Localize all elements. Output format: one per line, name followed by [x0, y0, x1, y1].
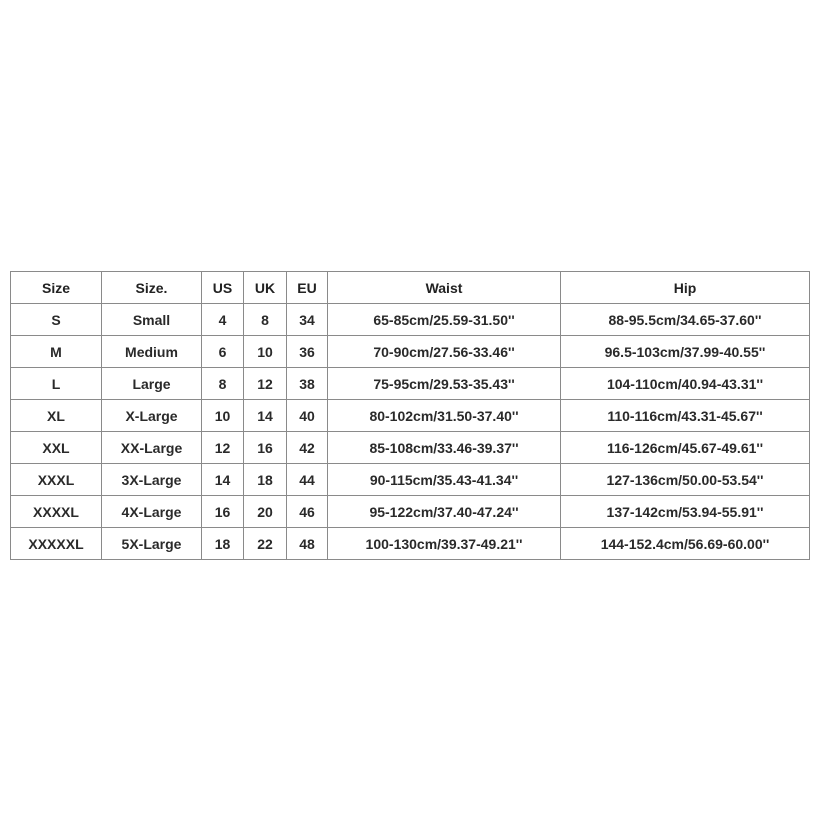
cell-us: 12 [202, 432, 244, 464]
cell-size-name: 5X-Large [102, 528, 202, 560]
cell-us: 6 [202, 336, 244, 368]
header-waist: Waist [328, 272, 561, 304]
cell-uk: 10 [244, 336, 287, 368]
header-hip: Hip [561, 272, 810, 304]
cell-hip: 96.5-103cm/37.99-40.55'' [561, 336, 810, 368]
cell-size-name: XX-Large [102, 432, 202, 464]
header-size: Size [11, 272, 102, 304]
cell-waist: 90-115cm/35.43-41.34'' [328, 464, 561, 496]
cell-size-name: Small [102, 304, 202, 336]
cell-size-name: Medium [102, 336, 202, 368]
cell-hip: 88-95.5cm/34.65-37.60'' [561, 304, 810, 336]
cell-hip: 110-116cm/43.31-45.67'' [561, 400, 810, 432]
table-row [11, 464, 810, 496]
header-size-name: Size. [102, 272, 202, 304]
cell-waist: 75-95cm/29.53-35.43'' [328, 368, 561, 400]
header-uk: UK [244, 272, 287, 304]
cell-size-code: XXXXL [11, 496, 102, 528]
cell-waist: 100-130cm/39.37-49.21'' [328, 528, 561, 560]
cell-size-code: XL [11, 400, 102, 432]
header-us: US [202, 272, 244, 304]
cell-hip: 116-126cm/45.67-49.61'' [561, 432, 810, 464]
cell-size-name: 3X-Large [102, 464, 202, 496]
header-row [11, 272, 810, 304]
size-chart-table [10, 271, 810, 560]
cell-uk: 22 [244, 528, 287, 560]
cell-uk: 20 [244, 496, 287, 528]
cell-eu: 36 [287, 336, 328, 368]
table-row [11, 336, 810, 368]
cell-size-code: S [11, 304, 102, 336]
cell-eu: 40 [287, 400, 328, 432]
cell-hip: 127-136cm/50.00-53.54'' [561, 464, 810, 496]
cell-eu: 48 [287, 528, 328, 560]
cell-waist: 70-90cm/27.56-33.46'' [328, 336, 561, 368]
cell-us: 4 [202, 304, 244, 336]
cell-uk: 16 [244, 432, 287, 464]
cell-uk: 8 [244, 304, 287, 336]
cell-hip: 137-142cm/53.94-55.91'' [561, 496, 810, 528]
cell-uk: 18 [244, 464, 287, 496]
cell-size-code: XXL [11, 432, 102, 464]
table-row [11, 304, 810, 336]
table-row [11, 400, 810, 432]
cell-eu: 38 [287, 368, 328, 400]
cell-eu: 44 [287, 464, 328, 496]
cell-uk: 14 [244, 400, 287, 432]
cell-us: 8 [202, 368, 244, 400]
cell-eu: 46 [287, 496, 328, 528]
table-row [11, 496, 810, 528]
cell-us: 18 [202, 528, 244, 560]
cell-size-name: Large [102, 368, 202, 400]
cell-waist: 80-102cm/31.50-37.40'' [328, 400, 561, 432]
cell-waist: 85-108cm/33.46-39.37'' [328, 432, 561, 464]
cell-eu: 42 [287, 432, 328, 464]
cell-size-name: 4X-Large [102, 496, 202, 528]
cell-size-name: X-Large [102, 400, 202, 432]
cell-size-code: XXXL [11, 464, 102, 496]
cell-hip: 144-152.4cm/56.69-60.00'' [561, 528, 810, 560]
cell-waist: 65-85cm/25.59-31.50'' [328, 304, 561, 336]
table-row [11, 368, 810, 400]
cell-waist: 95-122cm/37.40-47.24'' [328, 496, 561, 528]
cell-size-code: M [11, 336, 102, 368]
cell-us: 16 [202, 496, 244, 528]
cell-size-code: XXXXXL [11, 528, 102, 560]
cell-hip: 104-110cm/40.94-43.31'' [561, 368, 810, 400]
cell-eu: 34 [287, 304, 328, 336]
cell-us: 14 [202, 464, 244, 496]
table-row [11, 432, 810, 464]
cell-us: 10 [202, 400, 244, 432]
header-eu: EU [287, 272, 328, 304]
cell-uk: 12 [244, 368, 287, 400]
cell-size-code: L [11, 368, 102, 400]
table-row [11, 528, 810, 560]
